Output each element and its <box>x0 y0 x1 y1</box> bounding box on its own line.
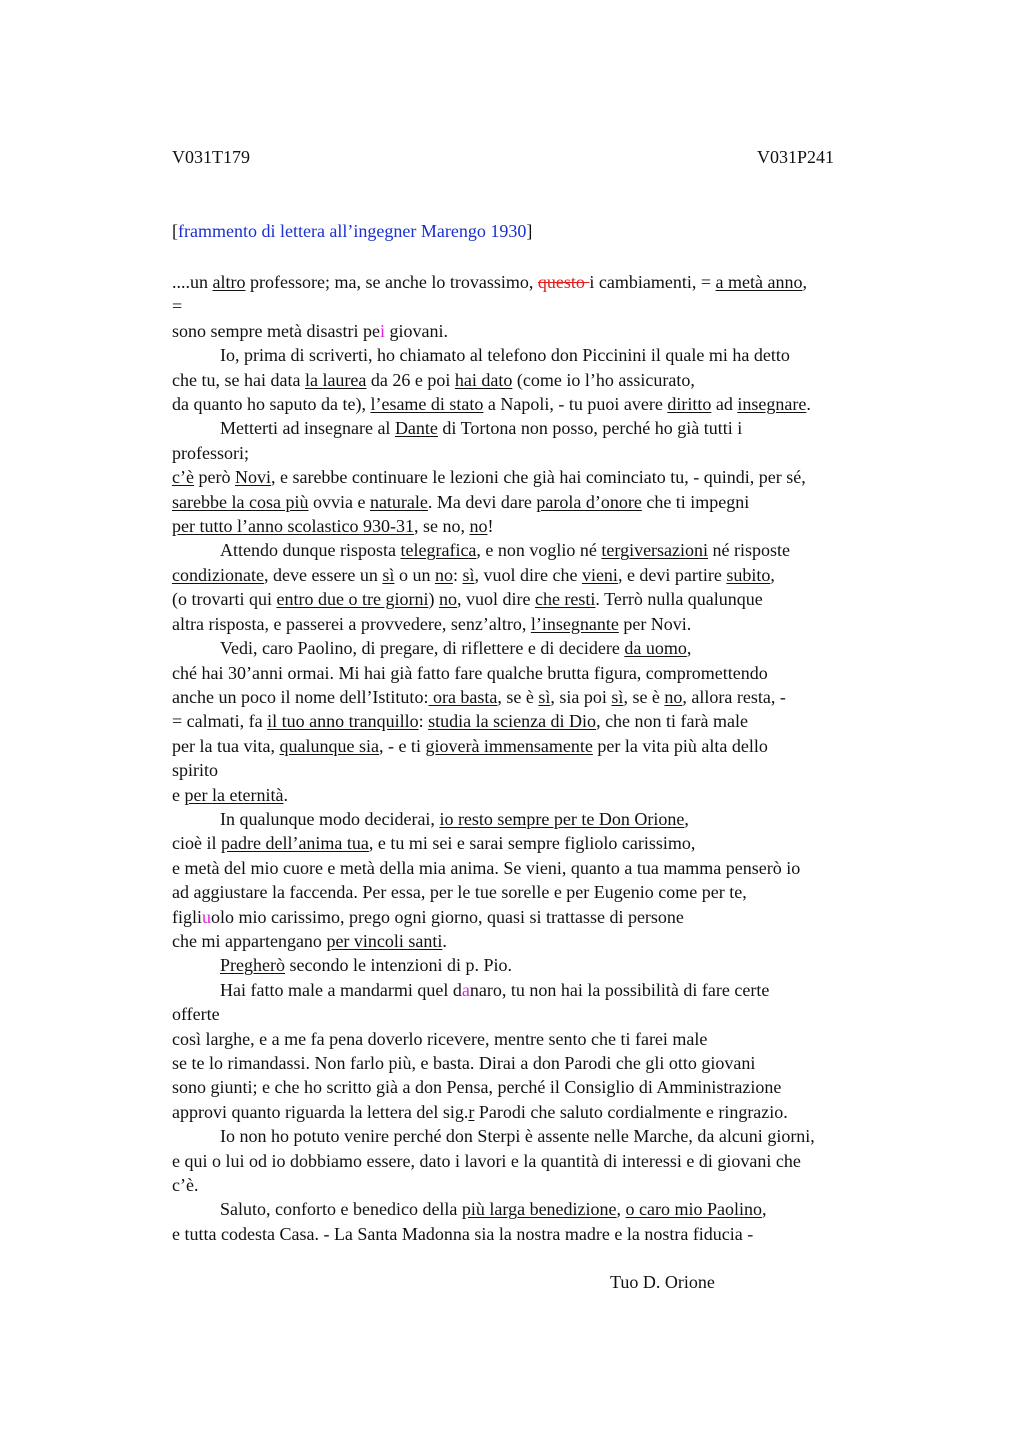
body-line: Hai fatto male a mandarmi quel danaro, tu non hai la possibilità di fare certe <box>220 979 770 1000</box>
body-line: altra risposta, e passerei a provvedere, senz’altro, l’insegnante per Novi. <box>172 613 692 634</box>
body-line: Metterti ad insegnare al Dante di Tortona non posso, perché ho già tutti i <box>220 418 743 439</box>
body-line: sarebbe la cosa più ovvia e naturale. Ma devi dare parola d’onore che ti impegni <box>172 491 750 512</box>
body-line: e tutta codesta Casa. - La Santa Madonna sia la nostra madre e la nostra fiducia - <box>172 1223 754 1244</box>
body-line: Vedi, caro Paolino, di pregare, di riflettere e di decidere da uomo, <box>220 638 692 659</box>
letter-body <box>172 270 912 1246</box>
body-line: anche un poco il nome dell’Istituto: ora basta, se è sì, sia poi sì, se è no, allora resta, - <box>172 686 786 707</box>
body-line: Attendo dunque risposta telegrafica, e non voglio né tergiversazioni né risposte <box>220 540 791 561</box>
body-line: condizionate, deve essere un sì o un no: sì, vuol dire che vieni, e devi partire subito, <box>172 564 775 585</box>
body-line: per tutto l’anno scolastico 930-31, se no, no! <box>172 516 494 537</box>
body-line: (o trovarti qui entro due o tre giorni) no, vuol dire che resti. Terrò nulla qualunque <box>172 589 763 610</box>
body-line: offerte <box>172 1004 220 1025</box>
body-line: sono sempre metà disastri pei giovani. <box>172 320 448 341</box>
body-line: = calmati, fa il tuo anno tranquillo: studia la scienza di Dio, che non ti farà male <box>172 711 748 732</box>
body-line: e metà del mio cuore e metà della mia anima. Se vieni, quanto a tua mamma penserò io <box>172 857 801 878</box>
body-line: Io non ho potuto venire perché don Sterpi è assente nelle Marche, da alcuni giorni, <box>220 1126 815 1147</box>
body-line: Saluto, conforto e benedico della più larga benedizione, o caro mio Paolino, <box>220 1199 767 1220</box>
body-line: che tu, se hai data la laurea da 26 e poi hai dato (come io l’ho assicurato, <box>172 369 695 390</box>
body-line: c’è però Novi, e sarebbe continuare le lezioni che già hai cominciato tu, - quindi, per sé, <box>172 467 806 488</box>
body-line: da quanto ho saputo da te), l’esame di stato a Napoli, - tu puoi avere diritto ad insegnare. <box>172 394 811 415</box>
document-code-left: V031T179 <box>172 147 250 167</box>
body-line: così larghe, e a me fa pena doverlo ricevere, mentre sento che ti farei male <box>172 1028 708 1049</box>
body-line: cioè il padre dell’anima tua, e tu mi sei e sarai sempre figliolo carissimo, <box>172 833 696 854</box>
document-code-right: V031P241 <box>757 147 835 167</box>
body-line: ché hai 30’anni ormai. Mi hai già fatto fare qualche brutta figura, compromettendo <box>172 662 768 683</box>
letter-title: [frammento di lettera all’ingegner Marengo 1930] <box>172 221 533 241</box>
body-line: ad aggiustare la faccenda. Per essa, per le tue sorelle e per Eugenio come per te, <box>172 882 747 903</box>
inserted-text: u <box>202 906 211 927</box>
body-line: spirito <box>172 760 219 781</box>
body-line: c’è. <box>172 1175 199 1196</box>
body-line: e qui o lui od io dobbiamo essere, dato i lavori e la quantità di interessi e di giovani che <box>172 1150 801 1171</box>
body-line: che mi appartengano per vincoli santi. <box>172 930 447 951</box>
body-line: Pregherò secondo le intenzioni di p. Pio. <box>220 955 512 976</box>
body-line: Io, prima di scriverti, ho chiamato al telefono don Piccinini il quale mi ha detto <box>220 345 790 366</box>
signature: Tuo D. Orione <box>610 1272 715 1292</box>
body-line: professori; <box>172 442 249 463</box>
body-line: sono giunti; e che ho scritto già a don Pensa, perché il Consiglio di Amministrazione <box>172 1077 782 1098</box>
body-line: In qualunque modo deciderai, io resto sempre per te Don Orione, <box>220 808 689 829</box>
body-line: e per la eternità. <box>172 784 288 805</box>
inserted-text: i <box>379 320 385 341</box>
body-line: se te lo rimandassi. Non farlo più, e basta. Dirai a don Parodi che gli otto giovani <box>172 1053 756 1073</box>
deleted-text: questo <box>537 272 590 292</box>
inserted-text: a <box>461 979 470 1000</box>
body-line: approvi quanto riguarda la lettera del sig.r Parodi che saluto cordialmente e ringrazio. <box>172 1101 788 1122</box>
body-line: figliuolo mio carissimo, prego ogni giorno, quasi si trattasse di persone <box>172 906 684 927</box>
body-line: = <box>172 296 183 317</box>
body-line: ....un altro professore; ma, se anche lo trovassimo, questo i cambiamenti, = a metà anno, <box>172 272 808 292</box>
letter-title-text: frammento di lettera all’ingegner Marengo 1930 <box>178 221 527 241</box>
body-line: per la tua vita, qualunque sia, - e ti gioverà immensamente per la vita più alta dello <box>172 735 768 756</box>
